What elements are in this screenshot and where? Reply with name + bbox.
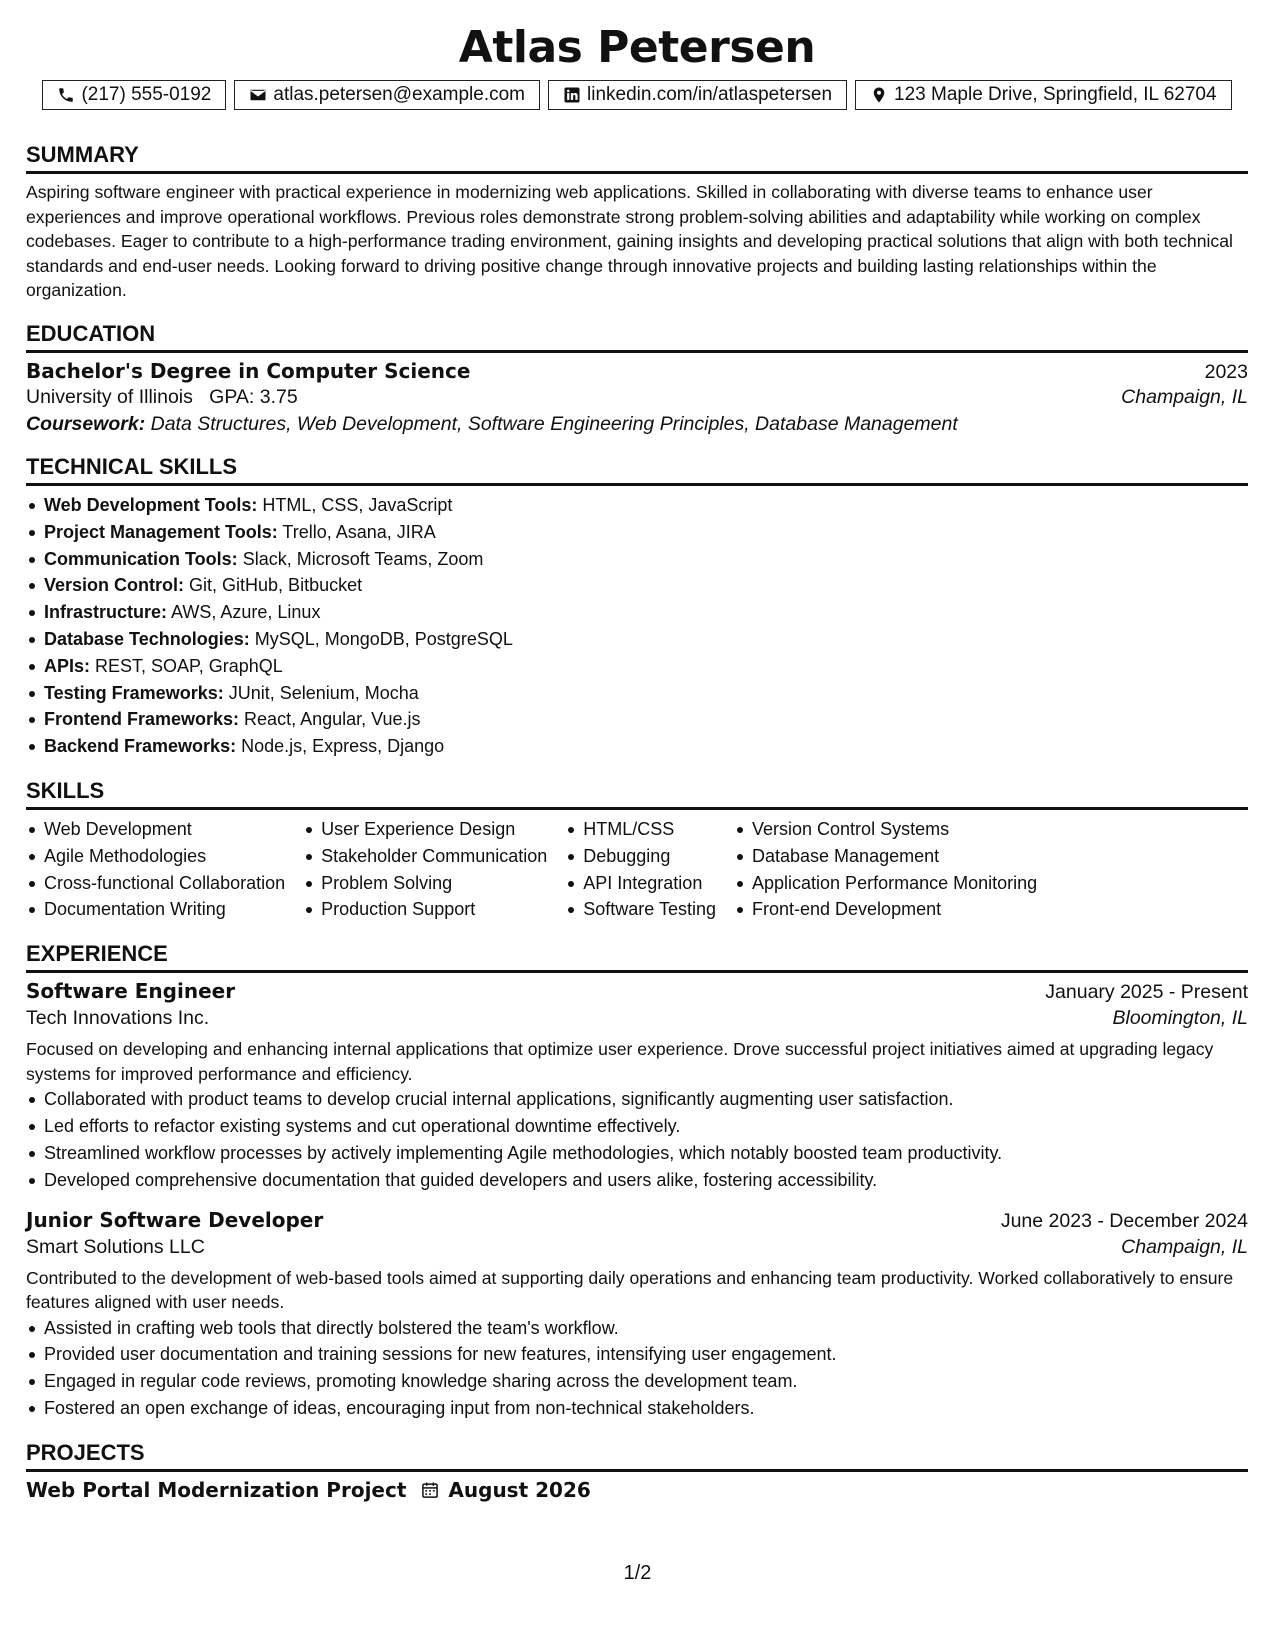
company-name: Tech Innovations Inc.: [26, 1007, 210, 1030]
technical-skill-label: Communication Tools:: [44, 548, 238, 569]
job-dates: June 2023 - December 2024: [1000, 1209, 1248, 1232]
technical-skill-item: [26, 653, 1248, 680]
technical-skill-label: Testing Frameworks:: [44, 682, 224, 703]
technical-skills-list: [26, 492, 1248, 760]
school-location: Champaign, IL: [1121, 385, 1248, 408]
linkedin-icon: [563, 86, 581, 104]
technical-skill-label: Backend Frameworks:: [44, 736, 237, 757]
school-name: University of Illinois: [26, 385, 193, 408]
technical-skill-item: [26, 519, 1248, 546]
technical-skill-label: APIs:: [44, 655, 91, 676]
job-bullets: [26, 1315, 1248, 1422]
skill-item: Problem Solving: [303, 870, 547, 897]
technical-skill-value: MySQL, MongoDB, PostgreSQL: [254, 628, 513, 649]
coursework-list: Data Structures, Web Development, Software Engineering Principles, Database Management: [150, 412, 958, 435]
company-name: Smart Solutions LLC: [26, 1235, 205, 1258]
technical-skill-label: Infrastructure:: [44, 602, 168, 623]
skill-item: Documentation Writing: [26, 896, 285, 923]
email-text: atlas.petersen@example.com: [273, 84, 526, 105]
job-title: Junior Software Developer: [26, 1207, 324, 1232]
skill-item: Web Development: [26, 816, 285, 843]
skills-column-list: [303, 816, 547, 923]
job-bullet: Developed comprehensive documentation that guided developers and users alike, fostering accessibility.: [26, 1167, 1248, 1194]
technical-skill-value: HTML, CSS, JavaScript: [262, 494, 453, 515]
technical-skill-value: JUnit, Selenium, Mocha: [228, 682, 419, 703]
skills-column-list: [26, 816, 285, 923]
project-entry: [26, 1478, 1248, 1502]
experience-heading: EXPERIENCE: [26, 941, 1248, 973]
job-description: Focused on developing and enhancing internal applications that optimize user experience. Drove successful project initiatives aimed at upgrading legacy systems for improved performance and efficiency.: [26, 1039, 1214, 1084]
summary-text: Aspiring software engineer with practical experience in modernizing web applications. Skilled in collaborating with diverse teams to enhance user experiences and improve operational workflows. Previous roles demonstrate strong problem-solving abilities and adaptability while working on complex codebases. Eager to contribute to a high-performance trading environment, gaining insights and developing practical solutions that align with both technical standards and end-user needs. Looking forward to driving positive change through innovative projects and building lasting relationships within the organization.: [26, 182, 1233, 301]
skill-item: Application Performance Monitoring: [734, 870, 1037, 897]
skills-heading: SKILLS: [26, 778, 1248, 810]
graduation-year: 2023: [1204, 360, 1248, 383]
experience-list: [26, 979, 1248, 1422]
technical-skill-item: [26, 599, 1248, 626]
candidate-name: Atlas Petersen: [458, 22, 816, 73]
skill-item: Front-end Development: [734, 896, 1037, 923]
job-bullet: Engaged in regular code reviews, promoting knowledge sharing across the development team.: [26, 1368, 1248, 1395]
contact-address[interactable]: [855, 80, 1232, 110]
technical-skill-value: Git, GitHub, Bitbucket: [189, 575, 363, 596]
technical-skill-item: [26, 572, 1248, 599]
job-bullet: Streamlined workflow processes by actively implementing Agile methodologies, which notably boosted team productivity.: [26, 1140, 1248, 1167]
job-bullet: Assisted in crafting web tools that directly bolstered the team's workflow.: [26, 1315, 1248, 1342]
job-bullet: Provided user documentation and training sessions for new features, intensifying user engagement.: [26, 1341, 1248, 1368]
technical-skill-item: [26, 546, 1248, 573]
job-dates: January 2025 - Present: [1045, 981, 1248, 1004]
job-bullet: Fostered an open exchange of ideas, encouraging input from non-technical stakeholders.: [26, 1395, 1248, 1422]
calendar-icon: [420, 1480, 440, 1500]
skill-item: Production Support: [303, 896, 547, 923]
phone-icon: [57, 86, 75, 104]
job-company-row: [26, 1007, 1248, 1030]
projects-heading: PROJECTS: [26, 1440, 1248, 1472]
address-text: 123 Maple Drive, Springfield, IL 62704: [894, 84, 1217, 105]
job-entry: [26, 979, 1248, 1193]
skill-item: HTML/CSS: [565, 816, 716, 843]
technical-skill-item: [26, 733, 1248, 760]
technical-skills-heading: TECHNICAL SKILLS: [26, 454, 1248, 486]
job-bullet: Led efforts to refactor existing systems and cut operational downtime effectively.: [26, 1113, 1248, 1140]
job-entry: [26, 1208, 1248, 1422]
technical-skill-item: [26, 706, 1248, 733]
coursework-label: Coursework:: [26, 412, 146, 435]
technical-skill-label: Web Development Tools:: [44, 494, 258, 515]
skills-grid: [26, 816, 1248, 923]
linkedin-text: linkedin.com/in/atlaspetersen: [587, 84, 833, 105]
education-school-row: [26, 386, 1248, 409]
technical-skill-value: Trello, Asana, JIRA: [282, 521, 436, 542]
skill-item: Version Control Systems: [734, 816, 1037, 843]
degree-title: Bachelor's Degree in Computer Science: [26, 358, 471, 383]
technical-skill-value: REST, SOAP, GraphQL: [95, 655, 283, 676]
job-bullet: Collaborated with product teams to develop crucial internal applications, significantly augmenting user satisfaction.: [26, 1086, 1248, 1113]
technical-skill-item: [26, 626, 1248, 653]
envelope-icon: [249, 86, 267, 104]
skills-column: [565, 816, 716, 923]
summary-heading: SUMMARY: [26, 142, 1248, 174]
technical-skill-item: [26, 492, 1248, 519]
skill-item: API Integration: [565, 870, 716, 897]
skills-column-list: [734, 816, 1037, 923]
coursework: [26, 413, 1248, 436]
project-name: Web Portal Modernization Project: [26, 1477, 407, 1502]
project-date-text: August 2026: [448, 1477, 591, 1502]
resume-page: [26, 0, 1248, 1502]
gpa: GPA: 3.75: [209, 385, 298, 408]
phone-text: (217) 555-0192: [81, 84, 212, 105]
job-bullets: [26, 1086, 1248, 1193]
job-description: Contributed to the development of web-based tools aimed at supporting daily operations and enhancing team productivity. Worked collaboratively to ensure features aligned with user needs.: [26, 1267, 1234, 1313]
map-pin-icon: [870, 86, 888, 104]
job-header: [26, 1208, 1248, 1233]
technical-skill-item: [26, 680, 1248, 707]
job-header: [26, 979, 1248, 1004]
contact-email[interactable]: [234, 80, 540, 110]
job-location: Bloomington, IL: [1112, 1007, 1248, 1030]
technical-skill-value: AWS, Azure, Linux: [171, 602, 321, 623]
skill-item: Stakeholder Communication: [303, 843, 547, 870]
job-company-row: [26, 1236, 1248, 1259]
contact-phone[interactable]: [42, 80, 226, 110]
technical-skill-label: Project Management Tools:: [44, 521, 278, 542]
skills-column: [26, 816, 285, 923]
education-entry: [26, 359, 1248, 384]
skill-item: Debugging: [565, 843, 716, 870]
skill-item: Agile Methodologies: [26, 843, 285, 870]
project-date: [420, 1478, 590, 1502]
technical-skill-label: Frontend Frameworks:: [44, 709, 240, 730]
education-heading: EDUCATION: [26, 321, 1248, 353]
skill-item: User Experience Design: [303, 816, 547, 843]
skills-column-list: [565, 816, 716, 923]
contact-linkedin[interactable]: [548, 80, 847, 110]
technical-skill-label: Version Control:: [44, 575, 185, 596]
skill-item: Database Management: [734, 843, 1037, 870]
page-number: 1/2: [623, 1562, 652, 1584]
technical-skill-value: React, Angular, Vue.js: [244, 709, 421, 730]
skills-column: [303, 816, 547, 923]
skill-item: Software Testing: [565, 896, 716, 923]
skill-item: Cross-functional Collaboration: [26, 870, 285, 897]
job-location: Champaign, IL: [1121, 1235, 1248, 1258]
contact-bar: [26, 80, 1248, 110]
technical-skill-value: Node.js, Express, Django: [241, 736, 445, 757]
school-info: [26, 386, 298, 409]
technical-skill-value: Slack, Microsoft Teams, Zoom: [242, 548, 484, 569]
job-title: Software Engineer: [26, 979, 236, 1004]
technical-skill-label: Database Technologies:: [44, 628, 250, 649]
skills-column: [734, 816, 1037, 923]
